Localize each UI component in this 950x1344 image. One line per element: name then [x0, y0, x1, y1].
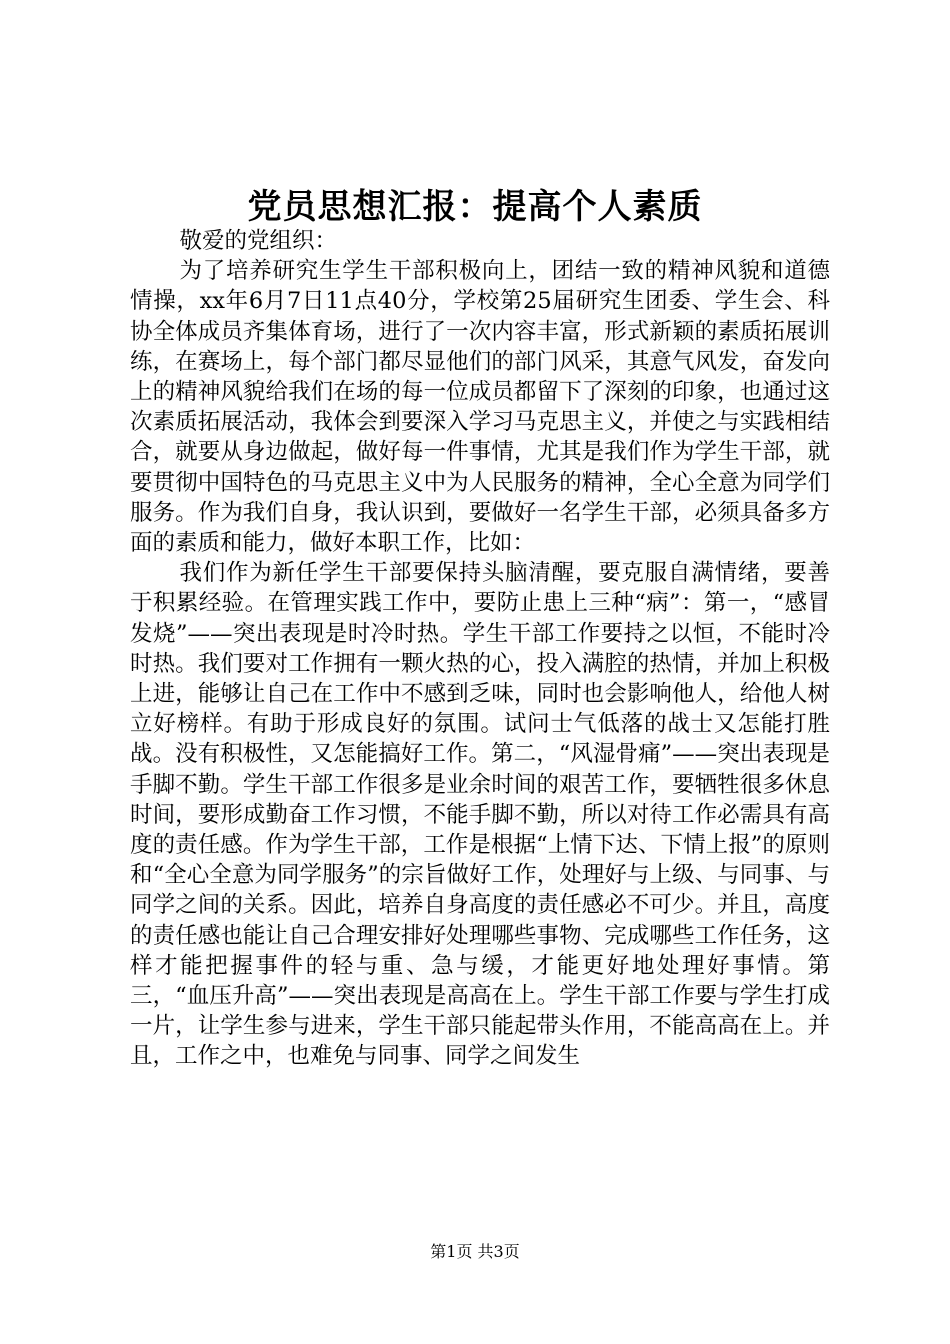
page-footer: 第1页 共3页 [430, 1242, 520, 1261]
document-body [130, 226, 830, 1072]
paragraph-2: 我们作为新任学生干部要保持头脑清醒，要克服自满情绪，要善于积累经验。在管理实践工作中，要防止患上三种“病”：第一，“感冒发烧”——突出表现是时冷时热。学生干部工作要持之以恒，不能时冷时热。我们要对工作拥有一颗火热的心，投入满腔的热情，并加上积极上进，能够让自己在工作中不感到乏味，同时也会影响他人，给他人树立好榜样。有助于形成良好的氛围。试问士气低落的战士又怎能打胜战。没有积极性，又怎能搞好工作。第二，“风湿骨痛”——突出表现是手脚不勤。学生干部工作很多是业余时间的艰苦工作，要牺牲很多休息时间，要形成勤奋工作习惯，不能手脚不勤，所以对待工作必需具有高度的责任感。作为学生干部，工作是根据“上情下达、下情上报”的原则和“全心全意为同学服务”的宗旨做好工作，处理好与上级、与同事、与同学之间的关系。因此，培养自身高度的责任感必不可少。并且，高度的责任感也能让自己合理安排好处理哪些事物、完成哪些工作任务，这样才能把握事件的轻与重、急与缓，才能更好地处理好事情。第三，“血压升高”——突出表现是高高在上。学生干部工作要与学生打成一片，让学生参与进来，学生干部只能起带头作用，不能高高在上。并且，工作之中，也难免与同事、同学之间发生 [130, 560, 830, 1070]
salutation: 敬爱的党组织： [179, 228, 338, 254]
paragraph-1: 为了培养研究生学生干部积极向上，团结一致的精神风貌和道德情操，xx年6月7日11点40分，学校第25届研究生团委、学生会、科协全体成员齐集体育场，进行了一次内容丰富，形式新颖的素质拓展训练，在赛场上，每个部门都尽显他们的部门风采，其意气风发，奋发向上的精神风貌给我们在场的每一位成员都留下了深刻的印象，也通过这次素质拓展活动，我体会到要深入学习马克思主义，并使之与实践相结合，就要从身边做起，做好每一件事情，尤其是我们作为学生干部，就要贯彻中国特色的马克思主义中为人民服务的精神，全心全意为同学们服务。作为我们自身，我认识到，要做好一名学生干部，必须具备多方面的素质和能力，做好本职工作，比如： [130, 258, 830, 557]
document-title: 党员思想汇报：提高个人素质 [247, 187, 703, 227]
